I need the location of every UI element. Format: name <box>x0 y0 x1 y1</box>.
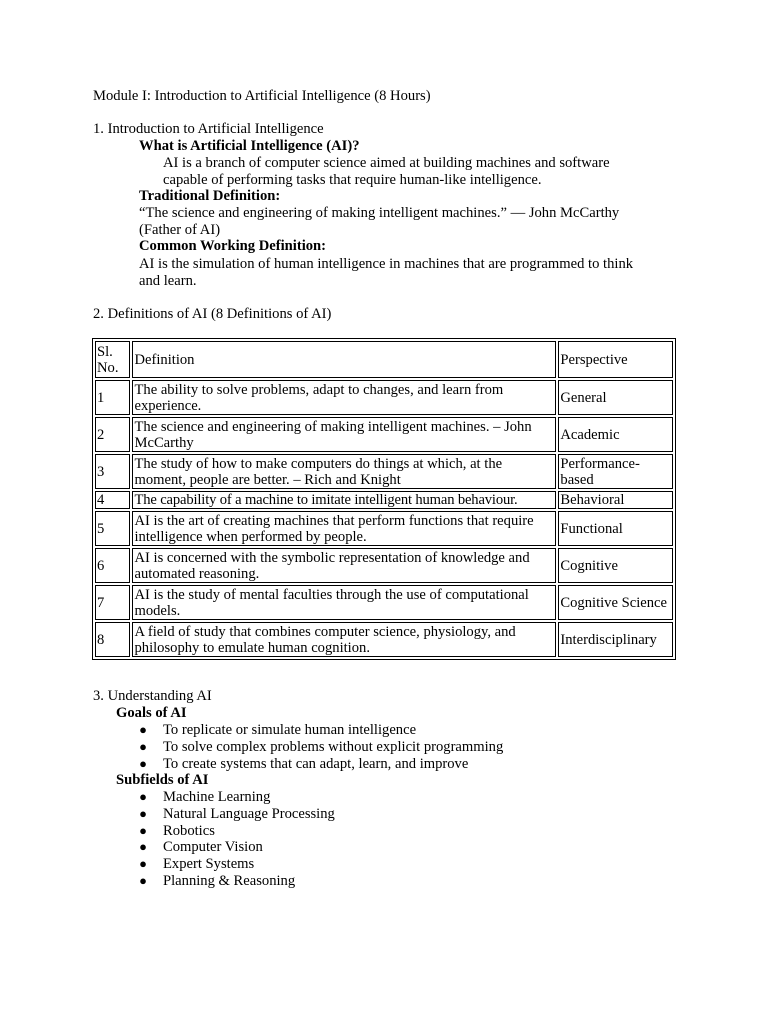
table-row <box>95 380 673 415</box>
row-number: 4 <box>95 491 130 509</box>
bullet-icon: ● <box>139 805 147 821</box>
goals-list <box>138 722 503 772</box>
table-row <box>95 454 673 489</box>
traditional-definition-line1: “The science and engineering of making intelligent machines.” — John McCarthy <box>139 205 620 221</box>
table-row <box>95 548 673 583</box>
row-definition: The ability to solve problems, adapt to changes, and learn from experience. <box>132 380 556 415</box>
subfields-heading: Subfields of AI <box>116 772 209 788</box>
list-item: ● Natural Language Processing <box>139 805 335 822</box>
row-definition: AI is the art of creating machines that perform functions that require intelligence when performed by people. <box>132 511 556 546</box>
row-number: 3 <box>95 454 130 489</box>
bullet-icon: ● <box>139 722 147 737</box>
row-perspective: Behavioral <box>558 491 673 509</box>
bullet-icon: ● <box>139 755 147 771</box>
row-perspective: Cognitive Science <box>558 585 673 620</box>
what-is-ai-text-line2: capable of performing tasks that require human-like intelligence. <box>163 172 542 188</box>
what-is-ai-heading: What is Artificial Intelligence (AI)? <box>139 138 360 154</box>
row-perspective: General <box>558 380 673 415</box>
row-definition: The study of how to make computers do things at which, at the moment, people are better. – Rich and Knight <box>132 454 556 489</box>
row-number: 8 <box>95 622 130 657</box>
row-number: 1 <box>95 380 130 415</box>
list-item: ● Machine Learning <box>139 789 271 805</box>
bullet-icon: ● <box>139 822 147 838</box>
section3-heading: 3. Understanding AI <box>93 688 212 704</box>
bullet-icon: ● <box>139 856 147 872</box>
section2-heading: 2. Definitions of AI (8 Definitions of AI) <box>93 306 332 322</box>
header-definition: Definition <box>132 341 556 378</box>
row-perspective: Academic <box>558 417 673 452</box>
common-definition-heading: Common Working Definition: <box>139 238 327 254</box>
bullet-icon: ● <box>139 789 147 804</box>
common-definition-line2: and learn. <box>139 273 197 289</box>
row-perspective: Functional <box>558 511 673 546</box>
row-definition: The science and engineering of making intelligent machines. – John McCarthy <box>132 417 556 452</box>
subfields-list <box>138 789 335 890</box>
list-item: ● Robotics <box>139 822 215 839</box>
list-item: ● Expert Systems <box>139 856 255 873</box>
what-is-ai-text-line1: AI is a branch of computer science aimed at building machines and software <box>163 155 610 171</box>
row-perspective: Interdisciplinary <box>558 622 673 657</box>
list-item: ● To solve complex problems without explicit programming <box>139 738 504 755</box>
table-row <box>95 417 673 452</box>
row-definition: The capability of a machine to imitate intelligent human behaviour. <box>132 491 556 509</box>
table-row <box>95 622 673 657</box>
traditional-definition-heading: Traditional Definition: <box>139 188 281 204</box>
table-row <box>95 491 673 509</box>
row-number: 7 <box>95 585 130 620</box>
row-definition: A field of study that combines computer science, physiology, and philosophy to emulate human cognition. <box>132 622 556 657</box>
list-item: ● To replicate or simulate human intelligence <box>139 722 417 738</box>
bullet-icon: ● <box>139 738 147 754</box>
row-number: 6 <box>95 548 130 583</box>
table-header-row <box>95 341 673 378</box>
header-perspective: Perspective <box>558 341 673 378</box>
row-number: 2 <box>95 417 130 452</box>
goals-heading: Goals of AI <box>116 705 187 721</box>
module-title: Module I: Introduction to Artificial Intelligence (8 Hours) <box>93 88 431 104</box>
table-row <box>95 585 673 620</box>
list-item: ● To create systems that can adapt, learn, and improve <box>139 755 469 772</box>
list-item: ● Computer Vision <box>139 839 263 856</box>
row-definition: AI is concerned with the symbolic representation of knowledge and automated reasoning. <box>132 548 556 583</box>
row-perspective: Cognitive <box>558 548 673 583</box>
row-definition: AI is the study of mental faculties through the use of computational models. <box>132 585 556 620</box>
definitions-table <box>92 338 676 660</box>
table-row <box>95 511 673 546</box>
row-number: 5 <box>95 511 130 546</box>
list-item: ● Planning & Reasoning <box>139 872 296 889</box>
bullet-icon: ● <box>139 839 147 855</box>
header-sl-no: Sl. No. <box>95 341 130 378</box>
row-perspective: Performance-based <box>558 454 673 489</box>
bullet-icon: ● <box>139 872 147 888</box>
common-definition-line1: AI is the simulation of human intelligence in machines that are programmed to think <box>139 256 634 272</box>
section1-heading: 1. Introduction to Artificial Intelligence <box>93 121 324 137</box>
traditional-definition-line2: (Father of AI) <box>139 222 221 238</box>
